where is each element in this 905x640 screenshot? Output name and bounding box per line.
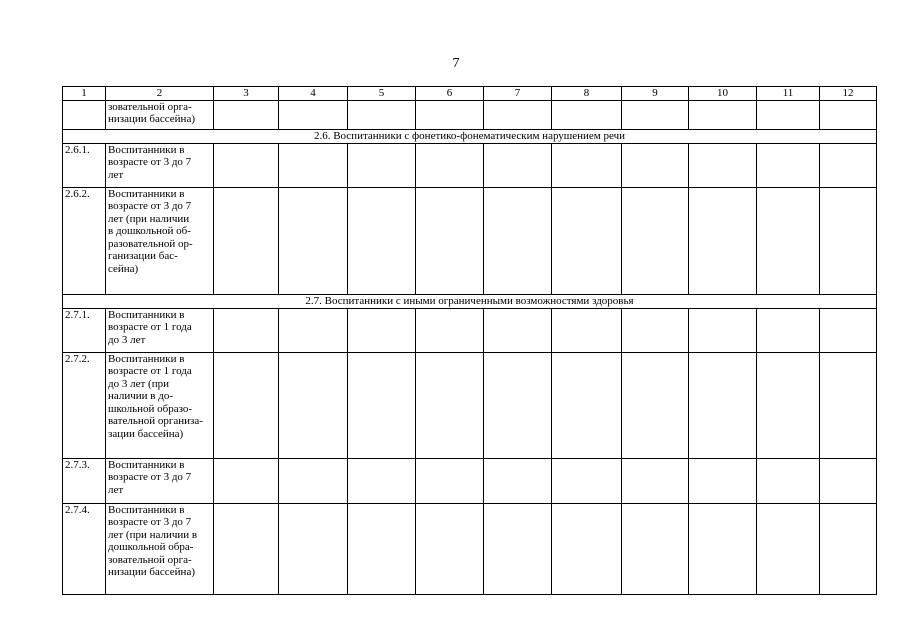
description-line: вательной организа- <box>108 415 203 427</box>
description-line: низации бассейна) <box>108 113 195 125</box>
section-header-row <box>63 129 877 143</box>
empty-cell <box>820 143 877 187</box>
empty-cell <box>348 187 416 294</box>
empty-cell <box>689 143 757 187</box>
row-description <box>106 308 214 352</box>
column-number-row <box>63 87 877 101</box>
description-line: Воспитанники в <box>108 458 185 471</box>
table-row <box>63 458 877 503</box>
description-line: ганизации бас- <box>108 250 178 262</box>
column-number: 10 <box>689 87 757 101</box>
empty-cell <box>416 100 484 129</box>
description-line: в дошкольной об- <box>108 225 191 237</box>
empty-cell <box>279 187 348 294</box>
table-row <box>63 100 877 129</box>
table-row <box>63 187 877 294</box>
empty-cell <box>552 503 622 594</box>
table-row <box>63 143 877 187</box>
column-number: 11 <box>757 87 820 101</box>
row-number: 2.7.2. <box>63 352 106 458</box>
section-title: 2.7. Воспитанники с иными ограниченными возможностями здоровья <box>63 294 877 308</box>
empty-cell <box>214 143 279 187</box>
description-line: возрасте от 3 до 7 <box>108 200 192 212</box>
description-line: сейна) <box>108 262 139 275</box>
empty-cell <box>416 352 484 458</box>
column-number: 12 <box>820 87 877 101</box>
empty-cell <box>214 308 279 352</box>
description-line: зации бассейна) <box>108 427 184 440</box>
empty-cell <box>416 143 484 187</box>
empty-cell <box>484 458 552 503</box>
description-line: наличии в до- <box>108 390 174 402</box>
empty-cell <box>214 100 279 129</box>
empty-cell <box>757 503 820 594</box>
empty-cell <box>214 352 279 458</box>
empty-cell <box>484 100 552 129</box>
empty-cell <box>416 308 484 352</box>
column-number: 9 <box>622 87 689 101</box>
empty-cell <box>622 308 689 352</box>
empty-cell <box>820 100 877 129</box>
empty-cell <box>214 187 279 294</box>
row-number <box>63 100 106 129</box>
row-description <box>106 143 214 187</box>
empty-cell <box>484 143 552 187</box>
empty-cell <box>622 187 689 294</box>
empty-cell <box>689 503 757 594</box>
description-line: возрасте от 3 до 7 <box>108 516 192 528</box>
empty-cell <box>689 352 757 458</box>
description-line: возрасте от 3 до 7 <box>108 471 192 483</box>
empty-cell <box>622 352 689 458</box>
column-number: 4 <box>279 87 348 101</box>
description-line: лет <box>108 483 124 496</box>
empty-cell <box>214 503 279 594</box>
empty-cell <box>416 187 484 294</box>
empty-cell <box>820 503 877 594</box>
description-line: Воспитанники в <box>108 308 185 321</box>
empty-cell <box>416 458 484 503</box>
row-description <box>106 100 214 129</box>
empty-cell <box>622 503 689 594</box>
description-line: Воспитанники в <box>108 352 185 365</box>
table-row <box>63 503 877 594</box>
empty-cell <box>214 458 279 503</box>
description-line: Воспитанники в <box>108 143 185 156</box>
description-line: Воспитанники в <box>108 503 185 516</box>
empty-cell <box>552 458 622 503</box>
empty-cell <box>279 458 348 503</box>
description-line: до 3 лет (при <box>108 377 169 390</box>
empty-cell <box>348 458 416 503</box>
empty-cell <box>348 503 416 594</box>
empty-cell <box>552 143 622 187</box>
empty-cell <box>757 458 820 503</box>
description-line: дошкольной обра- <box>108 541 194 553</box>
empty-cell <box>279 503 348 594</box>
table-row <box>63 352 877 458</box>
description-line: разовательной ор- <box>108 237 193 250</box>
table-body <box>63 87 877 595</box>
description-line: Воспитанники в <box>108 187 185 200</box>
row-number: 2.7.1. <box>63 308 106 352</box>
table-row <box>63 308 877 352</box>
empty-cell <box>484 352 552 458</box>
empty-cell <box>552 352 622 458</box>
row-number: 2.6.2. <box>63 187 106 294</box>
description-line: возрасте от 1 года <box>108 365 192 377</box>
empty-cell <box>689 458 757 503</box>
empty-cell <box>552 308 622 352</box>
empty-cell <box>279 143 348 187</box>
empty-cell <box>279 308 348 352</box>
description-line: лет <box>108 168 124 181</box>
description-line: зовательной орга- <box>108 100 192 113</box>
empty-cell <box>757 100 820 129</box>
empty-cell <box>689 187 757 294</box>
page-number: 7 <box>452 56 460 71</box>
empty-cell <box>622 143 689 187</box>
empty-cell <box>348 143 416 187</box>
empty-cell <box>820 352 877 458</box>
row-number: 2.7.4. <box>63 503 106 594</box>
column-number: 5 <box>348 87 416 101</box>
row-number: 2.6.1. <box>63 143 106 187</box>
column-number: 8 <box>552 87 622 101</box>
section-header-row <box>63 294 877 308</box>
row-description <box>106 352 214 458</box>
empty-cell <box>689 308 757 352</box>
empty-cell <box>622 100 689 129</box>
empty-cell <box>552 187 622 294</box>
section-title: 2.6. Воспитанники с фонетико-фонематическим нарушением речи <box>63 129 877 143</box>
column-number: 7 <box>484 87 552 101</box>
empty-cell <box>348 352 416 458</box>
empty-cell <box>552 100 622 129</box>
empty-cell <box>622 458 689 503</box>
empty-cell <box>484 187 552 294</box>
empty-cell <box>757 352 820 458</box>
empty-cell <box>348 308 416 352</box>
description-line: лет (при наличии в <box>108 528 198 541</box>
description-line: возрасте от 3 до 7 <box>108 156 192 168</box>
empty-cell <box>757 143 820 187</box>
column-number: 2 <box>106 87 214 101</box>
empty-cell <box>689 100 757 129</box>
empty-cell <box>279 352 348 458</box>
row-number: 2.7.3. <box>63 458 106 503</box>
empty-cell <box>279 100 348 129</box>
description-line: низации бассейна) <box>108 566 195 578</box>
empty-cell <box>820 308 877 352</box>
row-description <box>106 187 214 294</box>
empty-cell <box>757 308 820 352</box>
column-number: 1 <box>63 87 106 101</box>
empty-cell <box>757 187 820 294</box>
description-line: до 3 лет <box>108 333 146 346</box>
description-line: зовательной орга- <box>108 553 192 566</box>
data-table <box>62 86 877 595</box>
empty-cell <box>484 308 552 352</box>
empty-cell <box>820 187 877 294</box>
empty-cell <box>416 503 484 594</box>
column-number: 3 <box>214 87 279 101</box>
description-line: школьной образо- <box>108 402 193 415</box>
description-line: возрасте от 1 года <box>108 321 192 333</box>
empty-cell <box>348 100 416 129</box>
row-description <box>106 503 214 594</box>
row-description <box>106 458 214 503</box>
description-line: лет (при наличии <box>108 212 190 225</box>
column-number: 6 <box>416 87 484 101</box>
empty-cell <box>484 503 552 594</box>
empty-cell <box>820 458 877 503</box>
